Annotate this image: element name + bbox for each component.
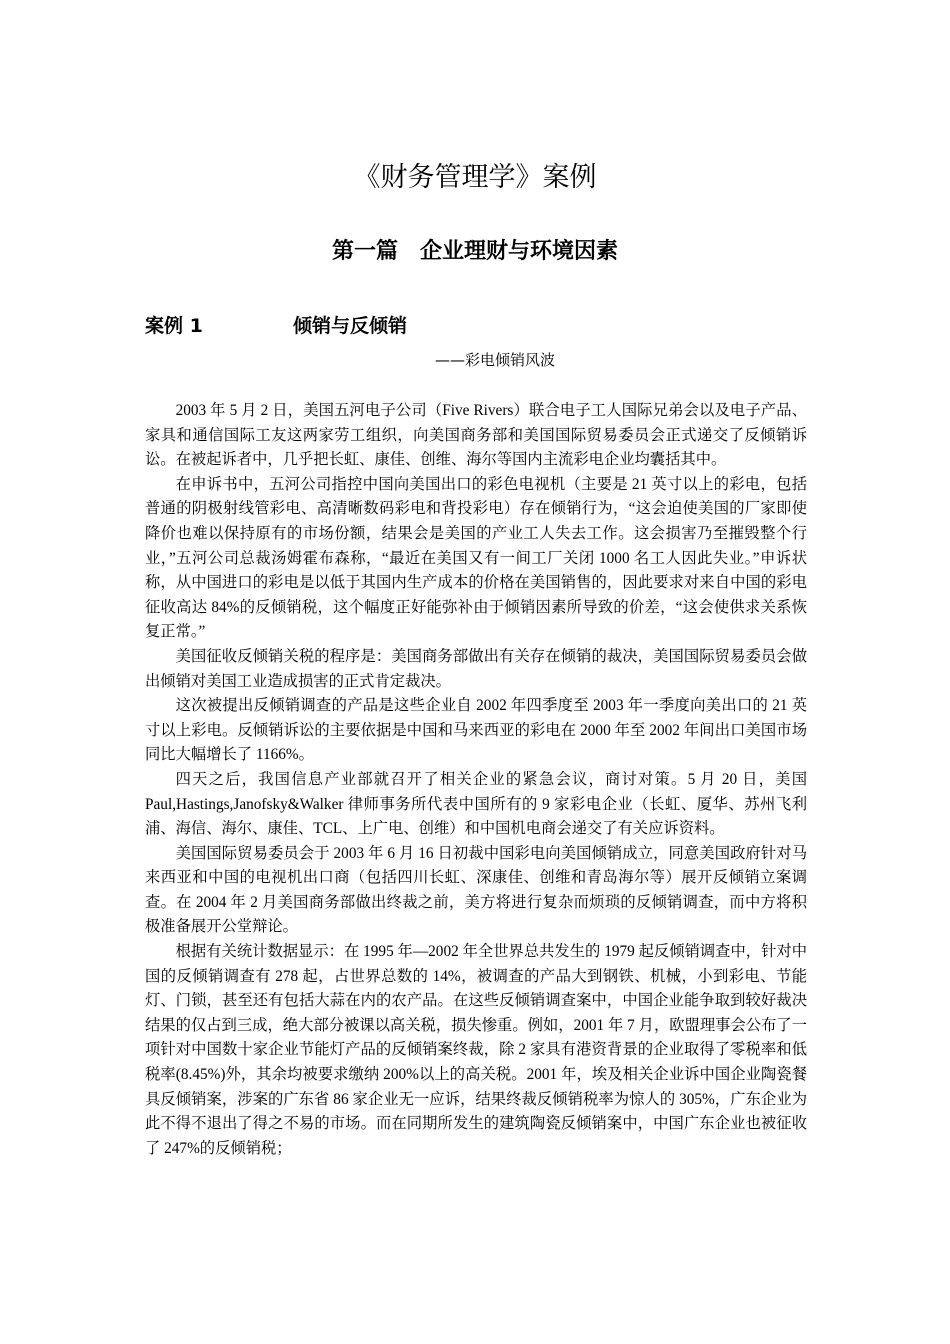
case-subtitle: ——彩电倾销风波: [435, 351, 556, 369]
case-number: 案例 1: [145, 315, 203, 337]
paragraph: 四天之后，我国信息产业部就召开了相关企业的紧急会议，商讨对策。5 月 20 日，美国 Paul,Hastings,Janofsky&Walker 律师事务所代表中国所有的 9 家彩电企业（长虹、厦华、苏州飞利浦、海信、海尔、康佳、TCL、上广电、创维）和中国机电商会递交了有关应诉资料。: [145, 770, 807, 838]
paragraph: 在申诉书中，五河公司指控中国向美国出口的彩色电视机（主要是 21 英寸以上的彩电，包括普通的阴极射线管彩电、高清晰数码彩电和背投彩电）存在倾销行为，“这会迫使美国的厂家即使降价也难以保持原有的市场份额，结果会是美国的产业工人失去工作。这会损害乃至摧毁整个行业，”五河公司总裁汤姆霍布森称，“最近在美国又有一间工厂关闭 1000 名工人因此失业。”申诉状称，从中国进口的彩电是以低于其国内生产成本的价格在美国销售的，因此要求对来自中国的彩电征收高达 84%的反倾销税，这个幅度正好能弥补由于倾销因素所导致的价差，“这会使供求关系恢复正常。”: [145, 475, 807, 641]
case-body: [145, 399, 807, 1161]
case-title: 倾销与反倾销: [293, 315, 408, 337]
case-heading: [145, 312, 407, 340]
paragraph: 美国征收反倾销关税的程序是：美国商务部做出有关存在倾销的裁决，美国国际贸易委员会做出倾销对美国工业造成损害的正式肯定裁决。: [145, 647, 807, 690]
part-title: 第一篇 企业理财与环境因素: [331, 239, 618, 264]
paragraph: 根据有关统计数据显示：在 1995 年—2002 年全世界总共发生的 1979 起反倾销调查中，针对中国的反倾销调查有 278 起，占世界总数的 14%，被调查的产品大到钢铁、机械，小到彩电、节能灯、门锁，甚至还有包括大蒜在内的农产品。在这些反倾销调查案中，中国企业能争取到较好裁决结果的仅占到三成，绝大部分被课以高关税，损失惨重。例如，2001 年 7 月，欧盟理事会公布了一项针对中国数十家企业节能灯产品的反倾销案终裁，除 2 家具有港资背景的企业取得了零税率和低税率(8.45%)外，其余均被要求缴纳 200%以上的高关税。2001 年，埃及相关企业诉中国企业陶瓷餐具反倾销案，涉案的广东省 86 家企业无一应诉，结果终裁反倾销税率为惊人的 305%，广东企业为此不得不退出了得之不易的市场。而在同期所发生的建筑陶瓷反倾销案中，中国广东企业也被征收了 247%的反倾销税；: [145, 943, 807, 1157]
paragraph: 2003 年 5 月 2 日，美国五河电子公司（Five Rivers）联合电子工人国际兄弟会以及电子产品、家具和通信国际工友这两家劳工组织，向美国商务部和美国国际贸易委员会正式递交了反倾销诉讼。在被起诉者中，几乎把长虹、康佳、创维、海尔等国内主流彩电企业均囊括其中。: [145, 402, 807, 469]
paragraph: 这次被提出反倾销调查的产品是这些企业自 2002 年四季度至 2003 年一季度向美出口的 21 英寸以上彩电。反倾销诉讼的主要依据是中国和马来西亚的彩电在 2000 年至 2002 年间出口美国市场同比大幅增长了 1166%。: [145, 697, 807, 764]
document-title: 《财务管理学》案例: [353, 162, 597, 193]
paragraph: 美国国际贸易委员会于 2003 年 6 月 16 日初裁中国彩电向美国倾销成立，同意美国政府针对马来西亚和中国的电视机出口商（包括四川长虹、深康佳、创维和青岛海尔等）展开反倾销立案调查。在 2004 年 2 月美国商务部做出终裁之前，美方将进行复杂而烦琐的反倾销调查，而中方将积极准备展开公堂辩论。: [145, 844, 807, 936]
